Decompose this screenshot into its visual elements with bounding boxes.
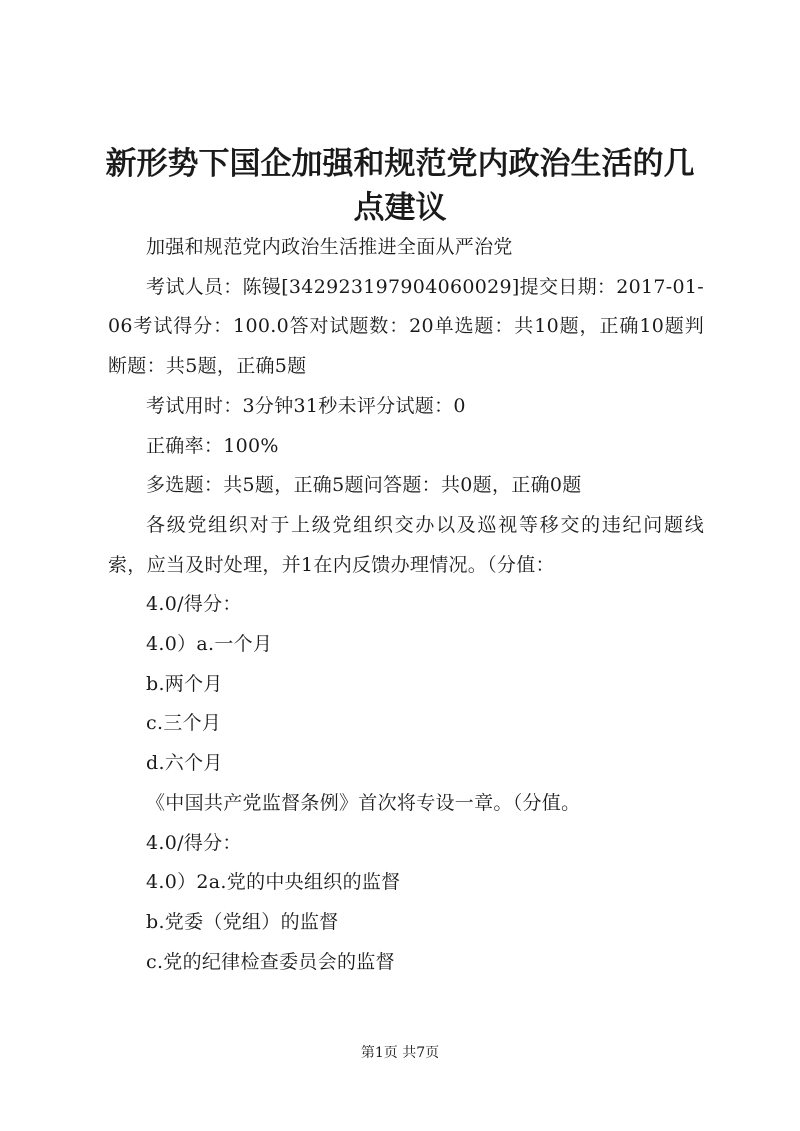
paragraph-score-2: 4.0/得分： bbox=[146, 831, 242, 854]
paragraph-option-d-1: d.六个月 bbox=[146, 752, 223, 775]
paragraph-option-c-2: c.党的纪律检查委员会的监督 bbox=[146, 950, 395, 973]
page-footer: 第1页 共7页 bbox=[360, 1045, 440, 1061]
paragraph-exam-info: 考试人员：陈镘[342923197904060029]提交日期：2017-01-06考试得分：100.0答对试题数：20单选题：共10题，正确10题判断题：共5题，正确5题 bbox=[108, 275, 704, 378]
paragraph-subtitle: 加强和规范党内政治生活推进全面从严治党 bbox=[146, 236, 513, 258]
paragraph-question-1: 各级党组织对于上级党组织交办以及巡视等移交的违纪问题线索，应当及时处理，并1在内反馈办理情况。（分值： bbox=[108, 513, 704, 576]
paragraph-multi-choice: 多选题：共5题，正确5题问答题：共0题，正确0题 bbox=[146, 474, 582, 497]
paragraph-score-1: 4.0/得分： bbox=[146, 593, 242, 616]
paragraph-option-b-2: b.党委（党组）的监督 bbox=[146, 910, 339, 933]
paragraph-accuracy: 正确率：100% bbox=[146, 434, 279, 457]
paragraph-option-a-2: 4.0）2a.党的中央组织的监督 bbox=[146, 871, 401, 894]
paragraph-option-c-1: c.三个月 bbox=[146, 712, 222, 735]
paragraph-question-2: 《中国共产党监督条例》首次将专设一章。（分值。 bbox=[146, 791, 581, 814]
paragraph-option-a-1: 4.0）a.一个月 bbox=[146, 633, 273, 656]
document-title: 新形势下国企加强和规范党内政治生活的几点建议 bbox=[105, 146, 695, 226]
paragraph-option-b-1: b.两个月 bbox=[146, 672, 223, 695]
paragraph-exam-time: 考试用时：3分钟31秒未评分试题：0 bbox=[146, 394, 466, 417]
document-body bbox=[108, 228, 704, 982]
